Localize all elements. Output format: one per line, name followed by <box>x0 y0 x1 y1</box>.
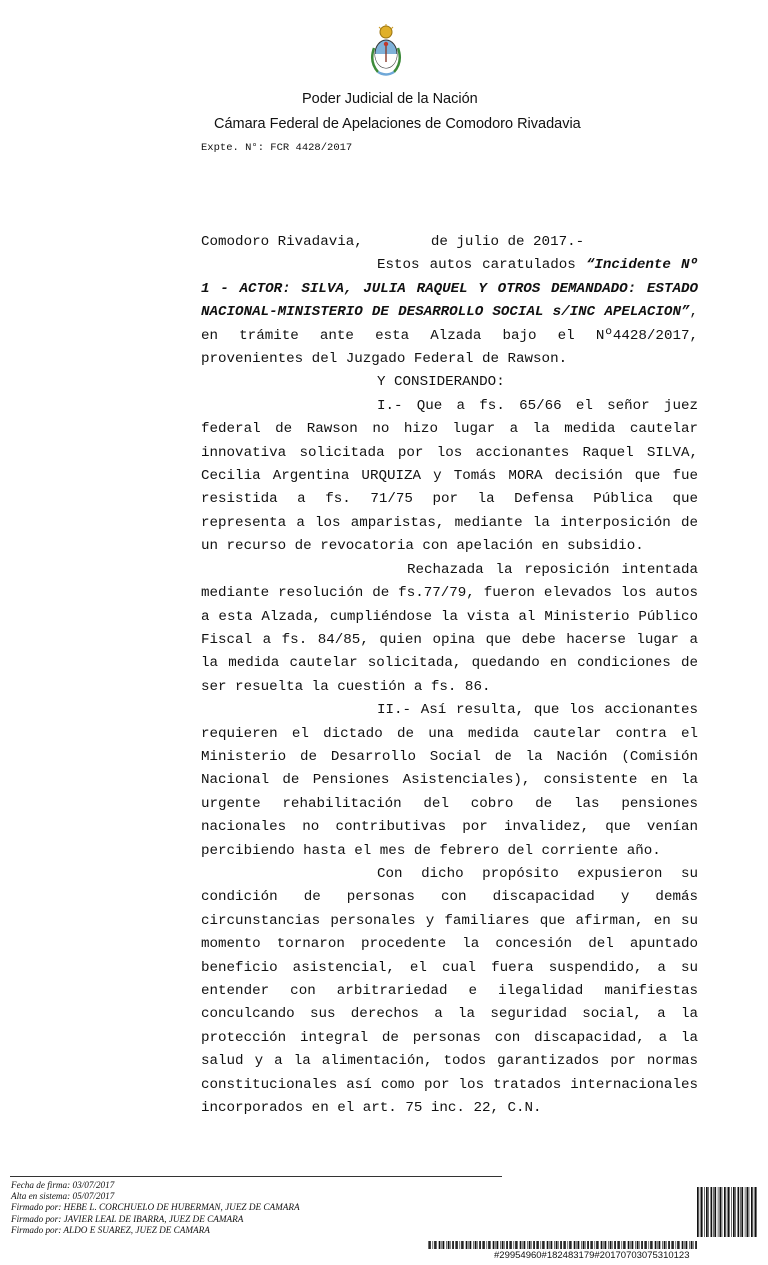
paragraph-proposito: Con dicho propósito expusieron su condición de personas con discapacidad y demás circunstancias personales y familiares que afirman, en su momento tornaron procedente la concesión del apuntado beneficio asistencial, el cual fuera suspendido, a su entender con arbitrariedad e ilegalidad manifiestas conculcando sus derechos a la seguridad social, a la protección integral de personas con discapacidad, a la salud y a la alimentación, todos garantizados por normas constitucionales así como por los tratados internacionales incorporados en el art. 75 inc. 22, C.N. <box>201 865 698 1117</box>
signer-2: Firmado por: JAVIER LEAL DE IBARRA, JUEZ DE CAMARA <box>11 1213 244 1224</box>
paragraph-ii: II.- Así resulta, que los accionantes requieren el dictado de una medida cautelar contra el Ministerio de Desarrollo Social de la Nación (Comisión Nacional de Pensiones Asistenciales), consistente en la urgente rehabilitación del cobro de las pensiones nacionales no contributivas por invalidez, que venían percibiendo hasta el mes de febrero del corriente año. <box>201 702 698 859</box>
paragraph-rechazada: Rechazada la reposición intentada mediante resolución de fs.77/79, fueron elevados los autos a esta Alzada, cumpliéndose la vista al Ministerio Público Fiscal a fs. 84/85, quien opina que debe hacerse lugar a la medida cautelar solicitada, quedando en condiciones de ser resuelta la cuestión a fs. 86. <box>201 561 698 695</box>
case-title: “Incidente Nº 1 - ACTOR: SILVA, JULIA RAQUEL Y OTROS DEMANDADO: ESTADO NACIONAL-MINISTERIO DE DESARROLLO SOCIAL s/INC APELACION” <box>201 257 698 321</box>
barcode-code: #29954960#182483179#20170703075310123 <box>494 1250 690 1261</box>
barcode-linear-icon <box>428 1241 698 1249</box>
court-name: Poder Judicial de la Nación <box>302 91 478 107</box>
system-date: Alta en sistema: 05/07/2017 <box>11 1191 115 1202</box>
chamber-name: Cámara Federal de Apelaciones de Comodoro Rivadavia <box>214 116 581 132</box>
footer-divider <box>10 1176 502 1177</box>
paragraph-i: I.- Que a fs. 65/66 el señor juez federal de Rawson no hizo lugar a la medida cautelar innovativa solicitada por los accionantes Raquel SILVA, Cecilia Argentina URQUIZA y Tomás MORA decisión que fue resistida a fs. 71/75 por la Defensa Pública que representa a los amparistas, mediante la interposición de un recurso de revocatoria con apelación en subsidio. <box>201 397 698 555</box>
barcode-2d-icon <box>697 1187 758 1237</box>
signature-date: Fecha de firma: 03/07/2017 <box>11 1180 115 1190</box>
date-line: Comodoro Rivadavia, de julio de 2017.- <box>201 234 585 250</box>
paragraph-caption: Estos autos caratulados “Incidente Nº 1 - ACTOR: SILVA, JULIA RAQUEL Y OTROS DEMANDADO: ESTADO NACIONAL-MINISTERIO DE DESARROLLO SOCIAL s/INC APELACION”, en trámite ante esta Alzada bajo el Nº4428/2017, provenientes del Juzgado Federal de Rawson. <box>201 257 698 368</box>
resolution-body <box>201 231 698 1120</box>
coat-of-arms-icon <box>369 24 403 80</box>
case-number: Expte. N°: FCR 4428/2017 <box>201 142 353 154</box>
signer-1: Firmado por: HEBE L. CORCHUELO DE HUBERMAN, JUEZ DE CAMARA <box>11 1202 300 1213</box>
considerando-heading: Y CONSIDERANDO: <box>377 374 505 391</box>
signature-block <box>11 1180 300 1236</box>
signer-3: Firmado por: ALDO E SUAREZ, JUEZ DE CAMARA <box>11 1224 210 1235</box>
